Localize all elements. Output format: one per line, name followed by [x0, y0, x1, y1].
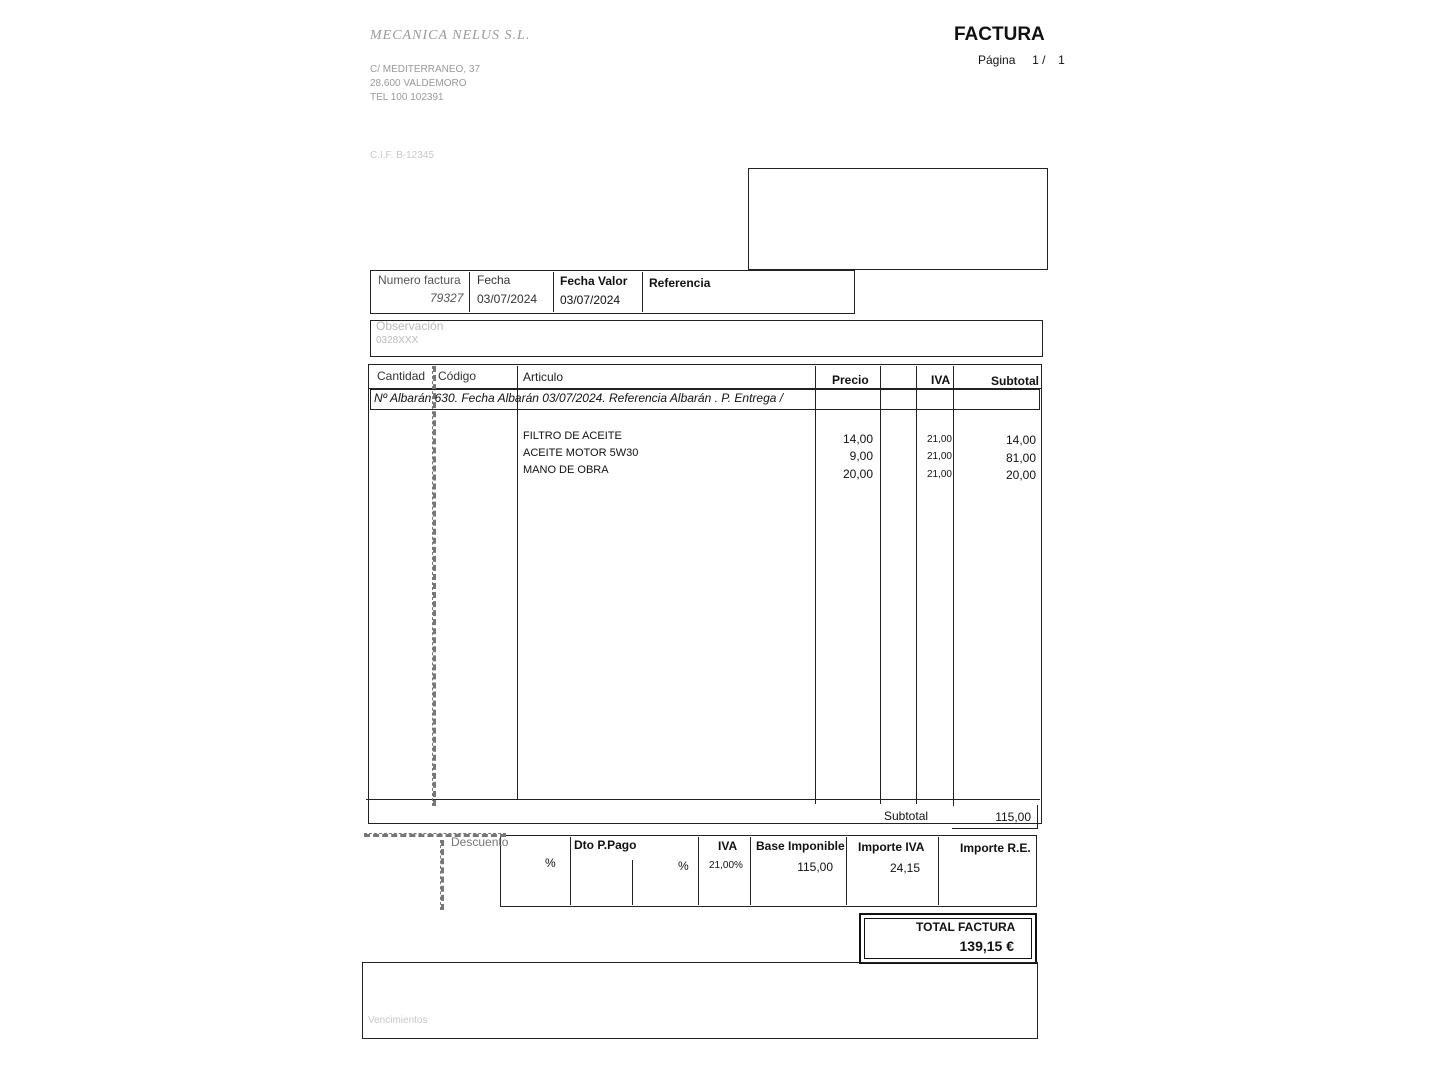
observaciones-box [370, 320, 1043, 357]
invoice-title: FACTURA [954, 24, 1045, 45]
row-articulo: ACEITE MOTOR 5W30 [523, 447, 639, 459]
importe-iva-value: 24,15 [889, 861, 920, 875]
company-address-line2: 28.600 VALDEMORO [370, 78, 467, 89]
fecha-value: 03/07/2024 [477, 292, 538, 306]
col-header-precio: Precio [832, 373, 869, 387]
total-label: TOTAL FACTURA [916, 920, 1016, 934]
base-imponible-value: 115,00 [797, 860, 833, 874]
numero-factura-label: Numero factura [378, 273, 461, 287]
row-subtotal: 20,00 [1005, 468, 1036, 482]
row-precio: 14,00 [842, 432, 873, 446]
row-articulo: MANO DE OBRA [523, 464, 609, 476]
page-label: Página [978, 53, 1016, 67]
page-total: 1 [1058, 53, 1065, 67]
lines-table [368, 364, 1042, 824]
base-imponible-label: Base Imponible [756, 839, 845, 853]
fecha-valor-value: 03/07/2024 [560, 293, 621, 307]
col-header-codigo: Código [438, 369, 477, 383]
col-header-subtotal: Subtotal [991, 374, 1039, 388]
row-articulo: FILTRO DE ACEITE [523, 430, 622, 442]
summary-iva-value: 21,00% [709, 860, 743, 871]
dto-pago-pct: % [678, 859, 689, 873]
descuento-label: Descuento [451, 835, 509, 849]
importe-iva-label: Importe IVA [858, 840, 925, 854]
albaran-note: Nº Albarán 630. Fecha Albarán 03/07/2024. Referencia Albarán . P. Entrega / [374, 391, 784, 405]
row-subtotal: 81,00 [1005, 451, 1036, 465]
page-current: 1 [1032, 53, 1039, 67]
fecha-valor-label: Fecha Valor [560, 274, 628, 288]
company-extra: C.I.F. B-12345 [370, 150, 434, 161]
subtotal-label: Subtotal [884, 809, 929, 823]
col-header-cantidad: Cantidad [377, 369, 426, 383]
col-header-iva: IVA [931, 373, 951, 387]
subtotal-value: 115,00 [995, 810, 1031, 824]
page-indicator [978, 53, 1065, 67]
footer-note: Vencimientos [368, 1015, 428, 1026]
row-iva: 21,00 [926, 469, 952, 480]
row-precio: 9,00 [849, 449, 873, 463]
row-precio: 20,00 [842, 467, 873, 481]
row-iva: 21,00 [926, 451, 952, 462]
company-name: MECANICA NELUS S.L. [370, 28, 531, 43]
observaciones-value: 0328XXX [376, 335, 419, 346]
company-address-line1: C/ MEDITERRANEO, 37 [370, 64, 481, 75]
footer-box [362, 962, 1038, 1039]
importe-re-label: Importe R.E. [960, 841, 1031, 855]
row-iva: 21,00 [926, 434, 952, 445]
observaciones-label: Observación [376, 319, 444, 333]
client-address-box [748, 168, 1048, 270]
col-header-articulo: Articulo [523, 370, 564, 384]
total-value: 139,15 € [959, 938, 1014, 954]
row-subtotal: 14,00 [1005, 433, 1036, 447]
company-address-line3: TEL 100 102391 [370, 92, 444, 103]
page-sep: / [1042, 53, 1046, 67]
dto-pago-label: Dto P.Pago [574, 838, 637, 852]
fecha-label: Fecha [477, 273, 511, 287]
numero-factura-value: 79327 [430, 291, 464, 305]
descuento-pct: % [545, 856, 556, 870]
referencia-label: Referencia [649, 276, 711, 290]
summary-iva-label: IVA [718, 839, 738, 853]
